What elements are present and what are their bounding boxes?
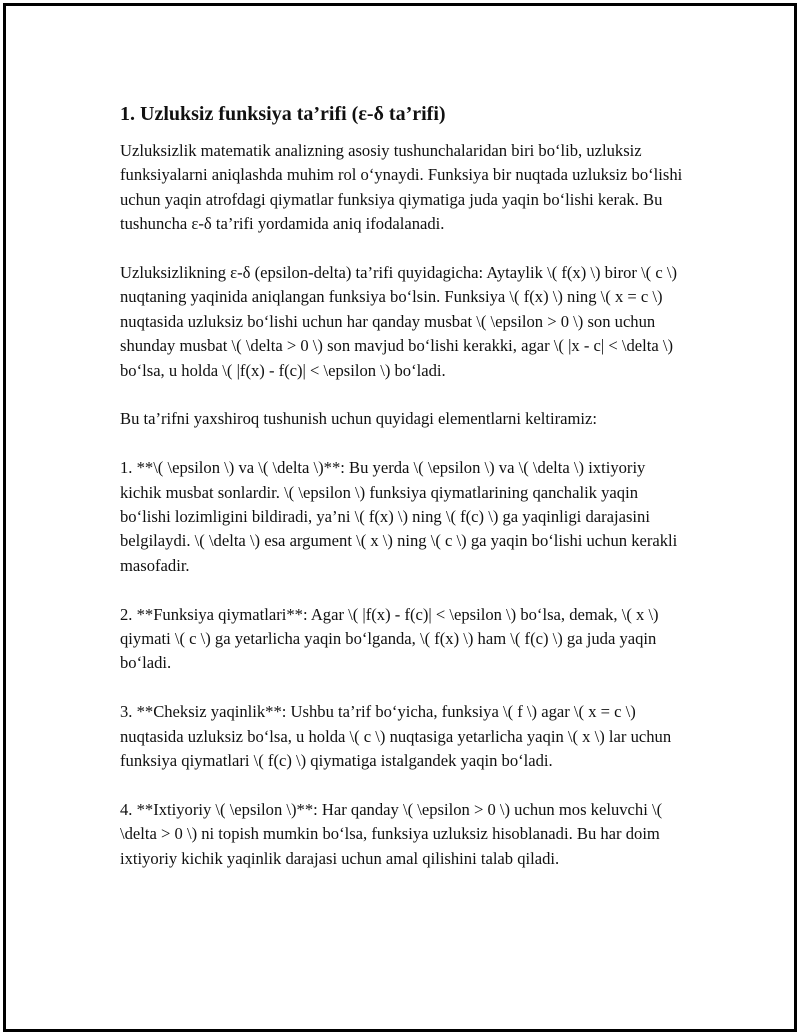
paragraph-elements-intro: Bu ta’rifni yaxshiroq tushunish uchun quyidagi elementlarni keltiramiz: — [120, 409, 597, 429]
paragraph-intro: Uzluksizlik matematik analizning asosiy tushunchalaridan biri boʻlib, uzluksiz funksiyalarni aniqlashda muhim rol oʻynaydi. Funksiya bir nuqtada uzluksiz boʻlishi uchun yaqin atrofdagi qiymatlar funksiya qiymatiga juda yaqin boʻlishi kerak. Bu tushuncha ε-δ ta’rifi yordamida aniq ifodalanadi. — [120, 141, 683, 234]
document-page — [3, 3, 797, 1032]
list-item-infinite-closeness: 3. **Cheksiz yaqinlik**: Ushbu ta’rif boʻyicha, funksiya \( f \) agar \( x = c \) nuqtasida uzluksiz boʻlsa, u holda \( c \) nuqtasiga yetarlicha yaqin \( x \) lar uchun funksiya qiymatlari \( f(c) \) qiymatiga istalgandek yaqin boʻladi. — [120, 702, 672, 771]
list-item-arbitrary-epsilon: 4. **Ixtiyoriy \( \epsilon \)**: Har qanday \( \epsilon > 0 \) uchun mos keluvchi \( \delta > 0 \) ni topish mumkin boʻlsa, funksiya uzluksiz hisoblanadi. Bu har doim ixtiyoriy kichik yaqinlik darajasi uchun amal qilishini talab qiladi. — [120, 799, 663, 868]
list-item-epsilon-delta: 1. **\( \epsilon \) va \( \delta \)**: Bu yerda \( \epsilon \) va \( \delta \) ixtiyoriy kichik musbat sonlardir. \( \epsilon \) funksiya qiymatlarining qanchalik yaqin boʻlishi lozimligini bildiradi, ya’ni \( f(x) \) ning \( f(c) \) ga yaqinligi darajasini belgilaydi. \( \delta \) esa argument \( x \) ning \( c \) ga yaqin boʻlishi uchun kerakli masofadir. — [120, 458, 678, 575]
list-item-function-values: 2. **Funksiya qiymatlari**: Agar \( |f(x) - f(c)| < \epsilon \) boʻlsa, demak, \( x \) qiymati \( c \) ga yetarlicha yaqin boʻlganda, \( f(x) \) ham \( f(c) \) ga juda yaqin boʻladi. — [120, 604, 659, 673]
paragraph-definition: Uzluksizlikning ε-δ (epsilon-delta) ta’rifi quyidagicha: Aytaylik \( f(x) \) biror \( c \) nuqtaning yaqinida aniqlangan funksiya boʻlsin. Funksiya \( f(x) \) ning \( x = c \) nuqtasida uzluksiz boʻlishi uchun har qanday musbat \( \epsilon > 0 \) son uchun shunday musbat \( \delta > 0 \) son mavjud boʻlishi kerakki, agar \( |x - c| < \delta \) boʻlsa, u holda \( |f(x) - f(c)| < \epsilon \) boʻladi. — [120, 263, 678, 380]
document-content — [120, 101, 690, 871]
section-title: 1. Uzluksiz funksiya ta’rifi (ε-δ ta’rifi) — [120, 103, 446, 125]
